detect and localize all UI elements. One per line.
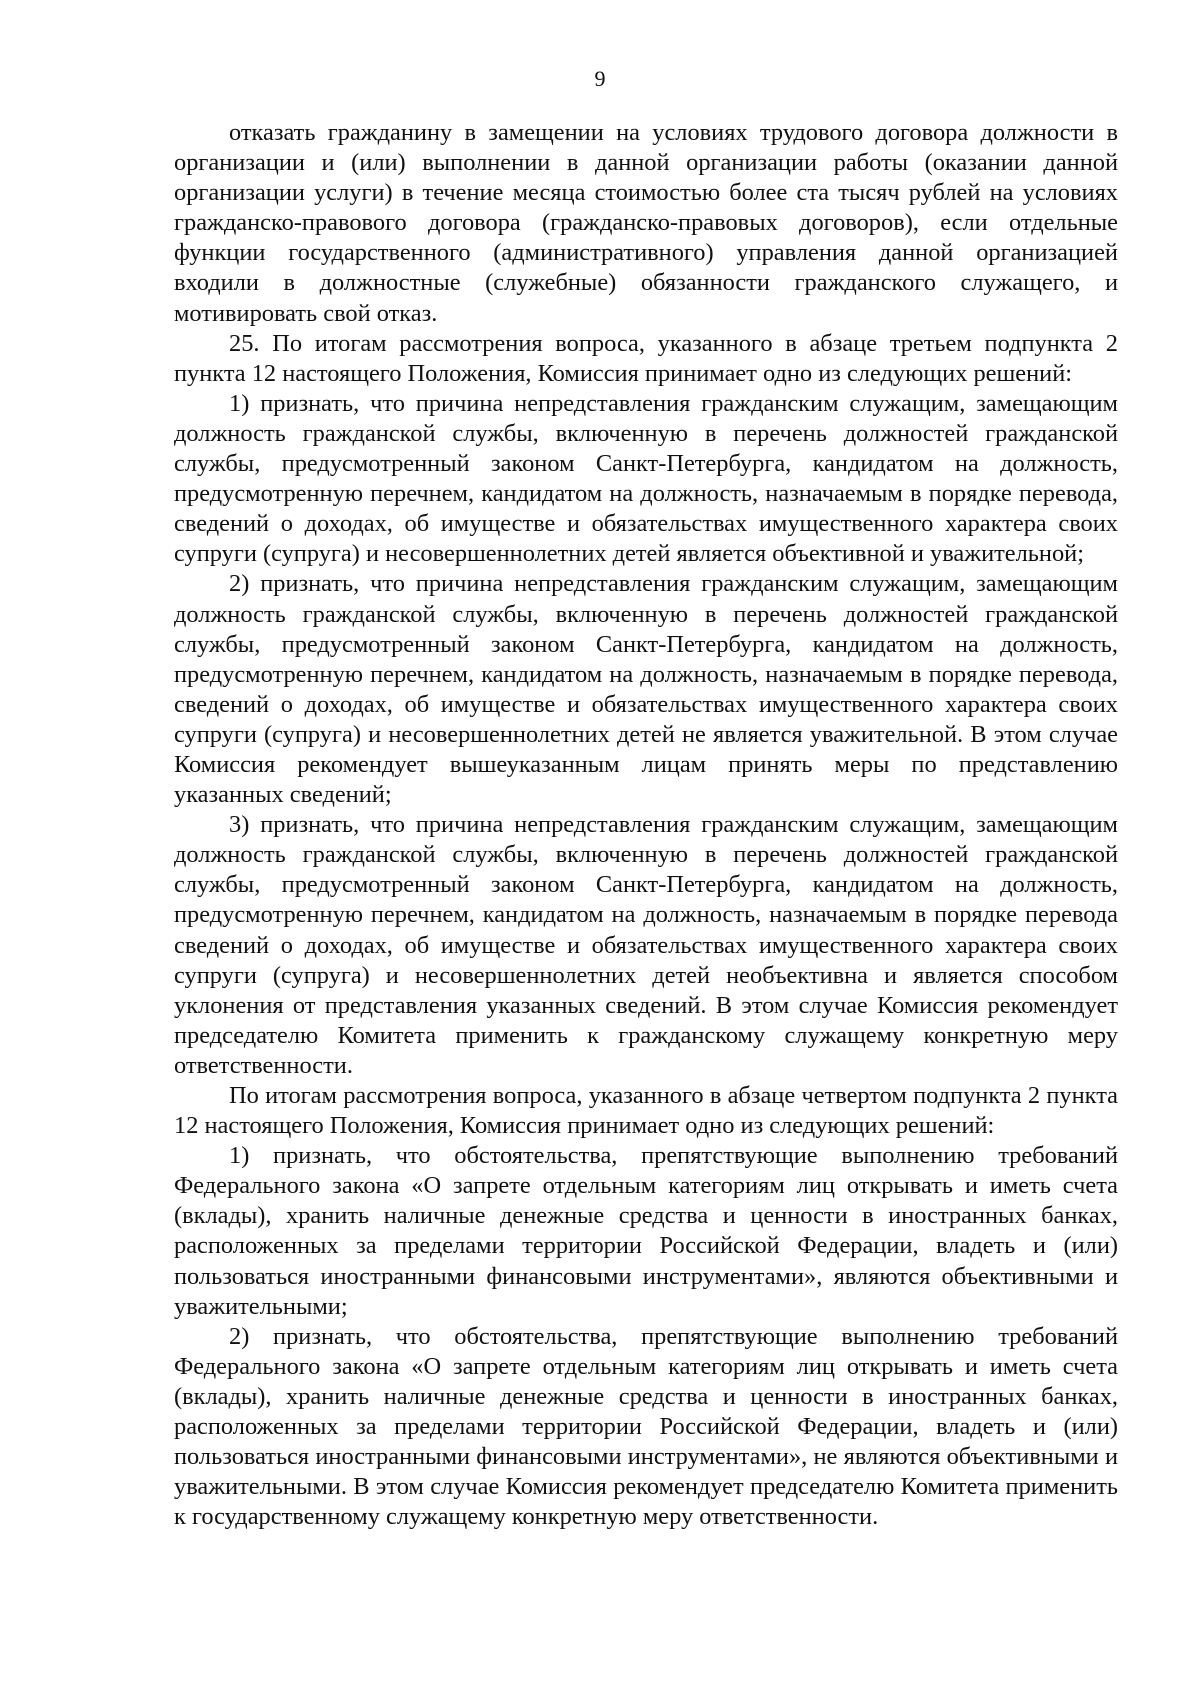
paragraph-refusal-continuation: отказать гражданину в замещении на условиях трудового договора должности в организации и (или) выполнении в данной организации работы (оказании данной организации услуги) в течение месяца стоимостью более ста тысяч рублей на условиях гражданско-правового договора (гражданско-правовых договоров), если отдельные функции государственного (административного) управления данной организацией входили в должностные (служебные) обязанности гражданского служащего, и мотивировать свой отказ. [174,119,1118,327]
paragraph-foreign-decision-2: 2) признать, что обстоятельства, препятствующие выполнению требований Федерального закона «О запрете отдельным категориям лиц открывать и иметь счета (вклады), хранить наличные денежные средства и ценности в иностранных банках, расположенных за пределами территории Российской Федерации, владеть и (или) пользоваться иностранными финансовыми инструментами», не являются объективными и уважительными. В этом случае Комиссия рекомендует председателю Комитета применить к государственному служащему конкретную меру ответственности. [174,1322,1118,1531]
paragraph-decision-1: 1) признать, что причина непредставления гражданским служащим, замещающим должность гражданской службы, включенную в перечень должностей гражданской службы, предусмотренный законом Санкт-Петербурга, кандидатом на должность, предусмотренную перечнем, кандидатом на должность, назначаемым в порядке перевода, сведений о доходах, об имуществе и обязательствах имущественного характера своих супруги (супруга) и несовершеннолетних детей является объективной и уважительной; [174,389,1118,568]
paragraph-foreign-decision-1: 1) признать, что обстоятельства, препятствующие выполнению требований Федерального закона «О запрете отдельным категориям лиц открывать и иметь счета (вклады), хранить наличные денежные средства и ценности в иностранных банках, расположенных за пределами территории Российской Федерации, владеть и (или) пользоваться иностранными финансовыми инструментами», являются объективными и уважительными; [174,1142,1118,1320]
paragraph-decision-2: 2) признать, что причина непредставления гражданским служащим, замещающим должность гражданской службы, включенную в перечень должностей гражданской службы, предусмотренный законом Санкт-Петербурга, кандидатом на должность, предусмотренную перечнем, кандидатом на должность, назначаемым в порядке перевода, сведений о доходах, об имуществе и обязательствах имущественного характера своих супруги (супруга) и несовершеннолетних детей не является уважительной. В этом случае Комиссия рекомендует вышеуказанным лицам принять меры по представлению указанных сведений; [174,570,1118,809]
paragraph-item-25: 25. По итогам рассмотрения вопроса, указанного в абзаце третьем подпункта 2 пункта 12 настоящего Положения, Комиссия принимает одно из следующих решений: [174,329,1118,387]
paragraph-decision-3: 3) признать, что причина непредставления гражданским служащим, замещающим должность гражданской службы, включенную в перечень должностей гражданской службы, предусмотренный законом Санкт-Петербурга, кандидатом на должность, предусмотренную перечнем, кандидатом на должность, назначаемым в порядке перевода сведений о доходах, об имуществе и обязательствах имущественного характера своих супруги (супруга) и несовершеннолетних детей необъективна и является способом уклонения от представления указанных сведений. В этом случае Комиссия рекомендует председателю Комитета применить к гражданскому служащему конкретную меру ответственности. [174,811,1118,1079]
document-body [174,118,1118,1532]
page-number: 9 [594,66,606,91]
paragraph-item-25-part-2: По итогам рассмотрения вопроса, указанного в абзаце четвертом подпункта 2 пункта 12 настоящего Положения, Комиссия принимает одно из следующих решений: [174,1082,1118,1140]
